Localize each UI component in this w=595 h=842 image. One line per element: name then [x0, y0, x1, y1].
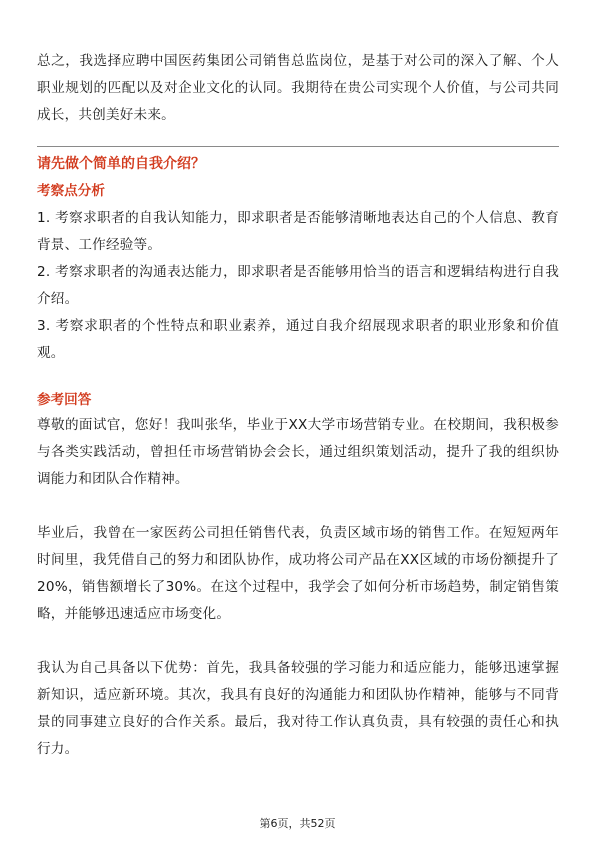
answer-paragraph-3: 我认为自己具备以下优势：首先，我具备较强的学习能力和适应能力，能够迅速掌握新知识，适应新环境。其次，我具有良好的沟通能力和团队协作精神，能够与不同背景的同事建立良好的合作关系。最后，我对待工作认真负责，具有较强的责任心和执行力。	[37, 660, 559, 757]
question-title: 请先做个简单的自我介绍？	[37, 156, 205, 172]
analysis-point-1: 1. 考察求职者的自我认知能力，即求职者是否能够清晰地表达自己的个人信息、教育背景、工作经验等。	[37, 210, 559, 253]
answer-paragraph-2: 毕业后，我曾在一家医药公司担任销售代表，负责区域市场的销售工作。在短短两年时间里，我凭借自己的努力和团队协作，成功将公司产品在XX区域的市场份额提升了20%，销售额增长了30%。在这个过程中，我学会了如何分析市场趋势，制定销售策略，并能够迅速适应市场变化。	[37, 525, 559, 622]
answer-heading: 参考回答	[37, 392, 92, 408]
section-divider	[37, 146, 559, 147]
analysis-heading: 考察点分析	[37, 183, 105, 199]
intro-conclusion-text: 总之，我选择应聘中国医药集团公司销售总监岗位，是基于对公司的深入了解、个人职业规划的匹配以及对企业文化的认同。我期待在贵公司实现个人价值，与公司共同成长，共创美好未来。	[37, 53, 559, 123]
analysis-point-3: 3. 考察求职者的个性特点和职业素养，通过自我介绍展现求职者的职业形象和价值观。	[37, 318, 559, 361]
analysis-point-2: 2. 考察求职者的沟通表达能力，即求职者是否能够用恰当的语言和逻辑结构进行自我介绍。	[37, 264, 559, 307]
answer-section	[37, 388, 559, 763]
intro-conclusion-block	[37, 48, 559, 129]
analysis-section	[37, 179, 559, 367]
answer-paragraph-1: 尊敬的面试官，您好！我叫张华，毕业于XX大学市场营销专业。在校期间，我积极参与各类实践活动，曾担任市场营销协会会长，通过组织策划活动，提升了我的组织协调能力和团队合作精神。	[37, 417, 559, 487]
page-number-footer: 第6页，共52页	[259, 817, 336, 830]
